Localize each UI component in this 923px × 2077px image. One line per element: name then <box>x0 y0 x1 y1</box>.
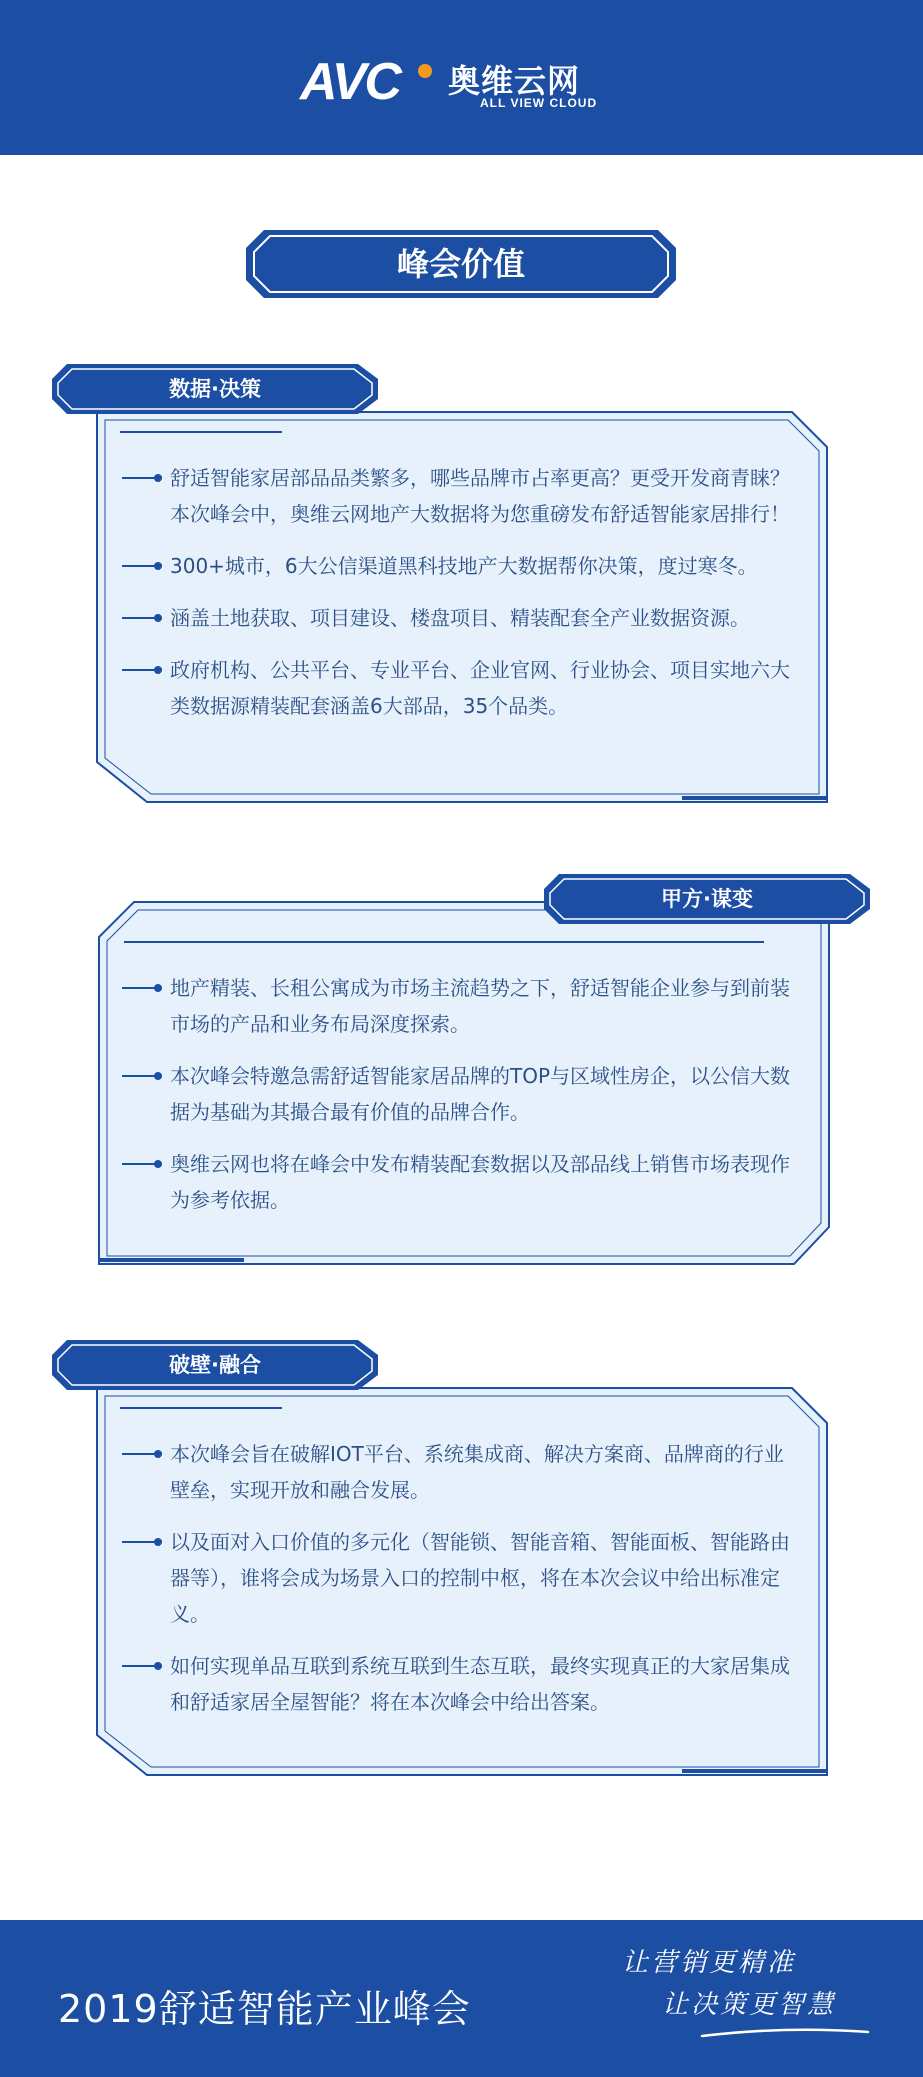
logo-dot-icon <box>418 64 432 78</box>
list-item <box>122 1146 792 1218</box>
section-tag-label: 数据·决策 <box>169 377 261 401</box>
item-list <box>122 970 792 1234</box>
footer-title: 2019舒适智能产业峰会 <box>58 1987 471 2031</box>
bullet-icon <box>122 987 162 989</box>
bullet-icon <box>122 617 162 619</box>
list-item <box>122 1648 792 1720</box>
swoosh-icon <box>700 2026 870 2040</box>
list-item <box>122 600 792 636</box>
bullet-icon <box>122 1075 162 1077</box>
section-break-merge <box>52 1338 832 1780</box>
slogan-line-1: 让营销更精准 <box>622 1948 797 1978</box>
list-item-text: 如何实现单品互联到系统互联到生态互联，最终实现真正的大家居集成和舒适家居全屋智能？将在本次峰会中给出答案。 <box>170 1654 790 1714</box>
avc-logo <box>300 53 630 112</box>
list-item-text: 300+城市，6大公信渠道黑科技地产大数据帮你决策，度过寒冬。 <box>170 554 758 578</box>
list-item <box>122 1058 792 1130</box>
section-tag <box>52 1340 378 1390</box>
logo-cn-text: 奥维云网 <box>448 62 581 100</box>
bullet-icon <box>122 565 162 567</box>
list-item-text: 以及面对入口价值的多元化（智能锁、智能音箱、智能面板、智能路由器等），谁将会成为场景入口的控制中枢，将在本次会议中给出标准定义。 <box>170 1530 790 1626</box>
bullet-icon <box>122 1163 162 1165</box>
list-item-text: 政府机构、公共平台、专业平台、企业官网、行业协会、项目实地六大类数据源精装配套涵盖6大部品，35个品类。 <box>170 658 790 718</box>
page-title: 峰会价值 <box>396 245 525 283</box>
page-title-banner <box>246 230 676 298</box>
section-data-decision <box>52 362 832 807</box>
bullet-icon <box>122 1665 162 1667</box>
list-item <box>122 652 792 724</box>
list-item <box>122 1436 792 1508</box>
section-party-change <box>94 872 874 1272</box>
bullet-icon <box>122 1453 162 1455</box>
list-item <box>122 1524 792 1632</box>
logo-mark: AVC <box>300 53 400 111</box>
section-tag <box>544 874 870 924</box>
slogan-line-2: 让决策更智慧 <box>662 1990 837 2020</box>
section-tag-label: 甲方·谋变 <box>661 887 753 911</box>
bullet-icon <box>122 1541 162 1543</box>
logo-en-text: ALL VIEW CLOUD <box>480 96 598 110</box>
footer-bar <box>0 1920 923 2077</box>
section-tag <box>52 364 378 414</box>
list-item-text: 本次峰会特邀急需舒适智能家居品牌的TOP与区域性房企，以公信大数据为基础为其撮合最有价值的品牌合作。 <box>170 1064 791 1124</box>
list-item-text: 奥维云网也将在峰会中发布精装配套数据以及部品线上销售市场表现作为参考依据。 <box>170 1152 790 1212</box>
list-item-text: 本次峰会旨在破解IOT平台、系统集成商、解决方案商、品牌商的行业壁垒，实现开放和融合发展。 <box>170 1442 784 1502</box>
bullet-icon <box>122 669 162 671</box>
header-bar <box>0 0 923 155</box>
list-item <box>122 548 792 584</box>
list-item-text: 地产精装、长租公寓成为市场主流趋势之下，舒适智能企业参与到前装市场的产品和业务布局深度探索。 <box>170 976 790 1036</box>
list-item <box>122 460 792 532</box>
list-item-text: 舒适智能家居部品品类繁多，哪些品牌市占率更高？更受开发商青睐？本次峰会中，奥维云网地产大数据将为您重磅发布舒适智能家居排行！ <box>170 466 790 526</box>
section-tag-label: 破壁·融合 <box>169 1353 261 1377</box>
item-list <box>122 1436 792 1736</box>
list-item <box>122 970 792 1042</box>
bullet-icon <box>122 477 162 479</box>
item-list <box>122 460 792 740</box>
list-item-text: 涵盖土地获取、项目建设、楼盘项目、精装配套全产业数据资源。 <box>170 606 750 630</box>
